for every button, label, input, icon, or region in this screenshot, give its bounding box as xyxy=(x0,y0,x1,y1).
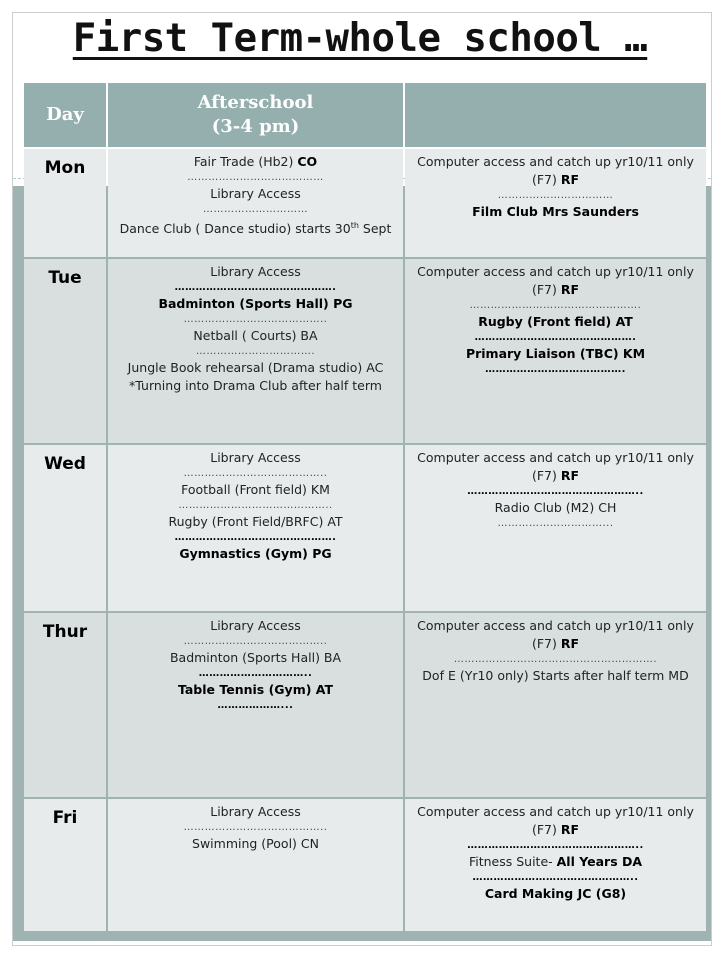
header-afterschool xyxy=(108,83,403,147)
separator-dots: ………………………………………. xyxy=(174,532,337,543)
separator-dots: …………………………………………. xyxy=(469,300,642,311)
separator-dots: …………………………………………………. xyxy=(453,654,658,665)
day-label: Mon xyxy=(24,149,106,257)
staff-initials: All Years DA xyxy=(556,854,643,869)
day-label: Fri xyxy=(24,799,106,931)
activity-line xyxy=(411,803,700,839)
header-empty xyxy=(405,83,706,147)
day-label: Wed xyxy=(24,445,106,611)
separator-dots: ………………………………………. xyxy=(474,332,637,343)
table-row-tue xyxy=(24,259,706,443)
activity-text: Computer access and catch up yr10/11 only (F7) xyxy=(417,618,694,651)
separator-dots: ………………………….. xyxy=(198,668,313,679)
activity-line: Rugby (Front field) AT xyxy=(478,314,633,329)
table-row-mon xyxy=(24,149,706,257)
separator-dots: ……………………………. xyxy=(195,346,316,357)
separator-dots: …………………………… xyxy=(497,190,614,201)
separator-dots: ………………………………………….. xyxy=(467,840,644,851)
activity-line: Radio Club (M2) CH xyxy=(494,500,617,515)
separator-dots: ………………………………….. xyxy=(183,822,328,833)
separator-dots: ………………………………….. xyxy=(183,636,328,647)
second-cell xyxy=(405,445,706,611)
staff-initials: CO xyxy=(297,154,318,169)
second-cell xyxy=(405,149,706,257)
activity-line xyxy=(411,153,700,189)
header-afterschool-time: (3-4 pm) xyxy=(211,116,300,137)
separator-dots: ………………………………………….. xyxy=(467,486,644,497)
activity-line: Table Tennis (Gym) AT xyxy=(177,682,334,697)
activity-line: Badminton (Sports Hall) BA xyxy=(169,650,342,665)
activity-line xyxy=(114,153,397,171)
day-label: Tue xyxy=(24,259,106,443)
afterschool-cell xyxy=(108,259,403,443)
activity-text: Computer access and catch up yr10/11 only (F7) xyxy=(417,264,694,297)
table-row-fri xyxy=(24,799,706,931)
activity-line xyxy=(411,263,700,299)
separator-dots: ………………………… xyxy=(203,204,308,215)
staff-initials: RF xyxy=(560,172,580,187)
activity-text: Fair Trade (Hb2) xyxy=(193,154,298,169)
activity-line: Primary Liaison (TBC) KM xyxy=(465,346,646,361)
table-row-wed xyxy=(24,445,706,611)
afterschool-cell xyxy=(108,445,403,611)
activity-line xyxy=(114,295,397,313)
activity-text: Computer access and catch up yr10/11 only (F7) xyxy=(417,804,694,837)
staff-initials: RF xyxy=(560,282,580,297)
activity-line: Jungle Book rehearsal (Drama studio) AC xyxy=(127,360,384,375)
activity-line: Swimming (Pool) CN xyxy=(192,836,319,851)
separator-dots: ………………………………….. xyxy=(183,314,328,325)
activity-line xyxy=(411,853,700,871)
activity-line: Football (Front field) KM xyxy=(181,482,330,497)
table-row-thur xyxy=(24,613,706,797)
separator-dots: ……………………………………….. xyxy=(472,872,639,883)
activity-text: Computer access and catch up yr10/11 only (F7) xyxy=(417,154,694,187)
separator-dots: …………………………... xyxy=(497,518,614,529)
activity-line: Library Access xyxy=(210,618,301,633)
second-cell xyxy=(405,799,706,931)
header-day: Day xyxy=(24,83,106,147)
activity-text: Computer access and catch up yr10/11 only (F7) xyxy=(417,450,694,483)
staff-initials: RF xyxy=(560,822,580,837)
activity-text: Badminton (Sports Hall) xyxy=(158,296,334,311)
activity-line xyxy=(411,617,700,653)
activity-line: Dof E (Yr10 only) Starts after half term MD xyxy=(422,668,689,683)
header-row xyxy=(24,83,706,147)
header-afterschool-title: Afterschool xyxy=(197,92,314,113)
activity-text: Fitness Suite- xyxy=(468,854,557,869)
separator-dots: ………………………………………. xyxy=(174,282,337,293)
second-cell xyxy=(405,613,706,797)
activity-line xyxy=(411,449,700,485)
staff-initials: RF xyxy=(560,468,580,483)
activity-line: Film Club Mrs Saunders xyxy=(472,204,639,219)
afterschool-cell xyxy=(108,799,403,931)
activity-line xyxy=(114,217,397,238)
activity-text: Dance Club ( Dance studio) starts 30 xyxy=(119,221,351,237)
schedule-table xyxy=(22,81,708,933)
activity-line: Rugby (Front Field/BRFC) AT xyxy=(168,514,343,529)
separator-dots: ………………………………….. xyxy=(183,468,328,479)
activity-line: Library Access xyxy=(210,186,301,201)
staff-initials: RF xyxy=(560,636,580,651)
activity-note: *Turning into Drama Club after half term xyxy=(129,378,382,393)
staff-initials: PG xyxy=(333,296,353,311)
activity-text: Sept xyxy=(362,221,392,237)
separator-dots: ………………………………… xyxy=(187,172,324,183)
activity-line: Gymnastics (Gym) PG xyxy=(179,546,332,561)
afterschool-cell xyxy=(108,149,403,257)
day-label: Thur xyxy=(24,613,106,797)
second-cell xyxy=(405,259,706,443)
activity-line: Card Making JC (G8) xyxy=(484,886,627,901)
afterschool-cell xyxy=(108,613,403,797)
ordinal-suffix: th xyxy=(350,221,359,230)
activity-line: Library Access xyxy=(210,264,301,279)
activity-line: Library Access xyxy=(210,804,301,819)
separator-dots: …………………………………….. xyxy=(178,500,333,511)
separator-dots: ………………... xyxy=(217,700,294,711)
separator-dots: …………………………………. xyxy=(485,364,626,375)
activity-line: Netball ( Courts) BA xyxy=(193,328,318,343)
page-title: First Term-whole school … xyxy=(72,16,648,61)
activity-line: Library Access xyxy=(210,450,301,465)
